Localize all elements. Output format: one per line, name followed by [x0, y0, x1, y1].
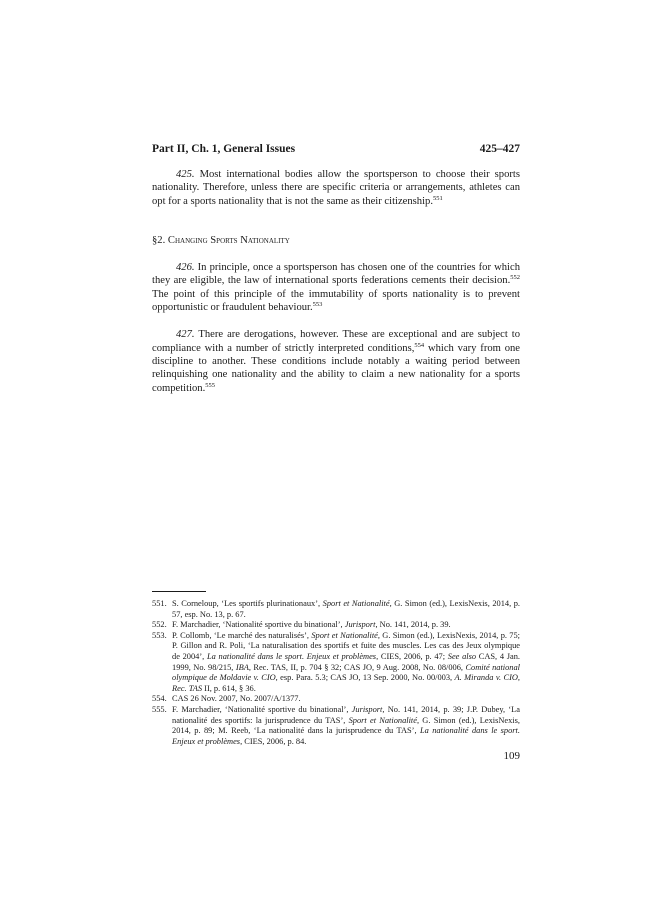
footnote-ref-551[interactable]: 551: [432, 194, 443, 202]
paragraph-range: 425–427: [479, 143, 520, 155]
footnote-divider: [152, 591, 206, 592]
footnote-text: CAS 26 Nov. 2007, No. 2007/A/1377.: [172, 694, 301, 704]
footnote-number: 554.: [152, 694, 167, 704]
paragraph-number: 427.: [176, 329, 195, 341]
footnote-553: [152, 631, 520, 695]
page-number: 109: [503, 750, 520, 762]
footnote-552: [152, 620, 520, 631]
running-header: [152, 143, 520, 155]
footnote-number: 551.: [152, 599, 167, 608]
footnote-ref-552[interactable]: 552: [510, 274, 520, 282]
paragraph-text: Most international bodies allow the sportsperson to choose their sports nationality. Therefore, unless there are specific criteria or arrangements, athletes can opt for a sports nationality that is not the same as their citizenship.: [152, 169, 520, 207]
footnote-ref-553[interactable]: 553: [312, 301, 323, 309]
paragraph-number: 425.: [176, 169, 195, 180]
paragraph-text: which vary from one discipline to another. These conditions include notably a waiting period between relinquishing one nationality and the ability to claim a new nationality for a sports competition.: [152, 342, 520, 394]
running-title: Part II, Ch. 1, General Issues: [152, 143, 296, 155]
paragraph-number: 426.: [176, 262, 195, 274]
paragraph-text: There are derogations, however. These are exceptional and are subject to compliance with a number of strictly interpreted conditions,: [152, 329, 521, 354]
footnote-554: [152, 694, 520, 705]
footnote-text: F. Marchadier, ‘Nationalité sportive du binational’, Jurisport, No. 141, 2014, p. 39; J.P. Dubey, ‘La nationalité des sportifs: la jurisprudence du TAS’, Sport et Nationalité, G. Simon (ed.), LexisNexis, 2014, p. 89; M. Reeb, ‘La nationalité dans la jurisprudence du TAS’, La nationalité dans le sport. Enjeux et problèmes, CIES, 2006, p. 84.: [172, 704, 520, 746]
main-text: [152, 168, 520, 395]
paragraph-427: [152, 328, 520, 394]
section-number: §2.: [152, 234, 166, 246]
footnote-text: S. Corneloup, ‘Les sportifs plurinationaux’, Sport et Nationalité, G. Simon (ed.), LexisNexis, 2014, p. 57, esp. No. 13, p. 67.: [172, 599, 520, 619]
section-title: Changing Sports Nationality: [167, 234, 290, 246]
footnote-551: [152, 599, 520, 620]
footnote-number: 553.: [152, 630, 167, 640]
paragraph-426: [152, 261, 520, 314]
paragraph-text: The point of this principle of the immutability of sports nationality is to prevent opportunistic or fraudulent behaviour.: [152, 288, 520, 314]
paragraph-425: [152, 168, 520, 208]
footnote-ref-555[interactable]: 555: [205, 381, 216, 389]
footnote-text: P. Collomb, ‘Le marché des naturalisés’, Sport et Nationalité, G. Simon (ed.), LexisNexis, 2014, p. 75; P. Gillon and R. Poli, ‘La naturalisation des sportifs et fuite des muscles. Les cas des Jeux olympique de 2004’, La nationalité dans le sport. Enjeux et problèmes, CIES, 2006, p. 47; See also CAS, 4 Jan. 1999, No. 98/215, IBA, Rec. TAS, II, p. 704 § 32; CAS JO, 9 Aug. 2008, No. 08/006, Comité national olympique de Moldavie v. CIO, esp. Para. 5.3; CAS JO, 13 Sep. 2000, No. 00/003, A. Miranda v. CIO, Rec. TAS II, p. 614, § 36.: [172, 630, 521, 693]
footnote-555: [152, 705, 520, 747]
footnote-text: F. Marchadier, ‘Nationalité sportive du binational’, Jurisport, No. 141, 2014, p. 39.: [172, 620, 451, 630]
footnote-number: 552.: [152, 620, 167, 630]
paragraph-text: In principle, once a sportsperson has chosen one of the countries for which they are eligible, the law of international sports federations cements their decision.: [152, 262, 520, 287]
footnote-number: 555.: [152, 704, 167, 714]
footnotes: [152, 599, 520, 747]
footnote-ref-554[interactable]: 554: [414, 341, 425, 349]
section-heading: [152, 234, 520, 247]
